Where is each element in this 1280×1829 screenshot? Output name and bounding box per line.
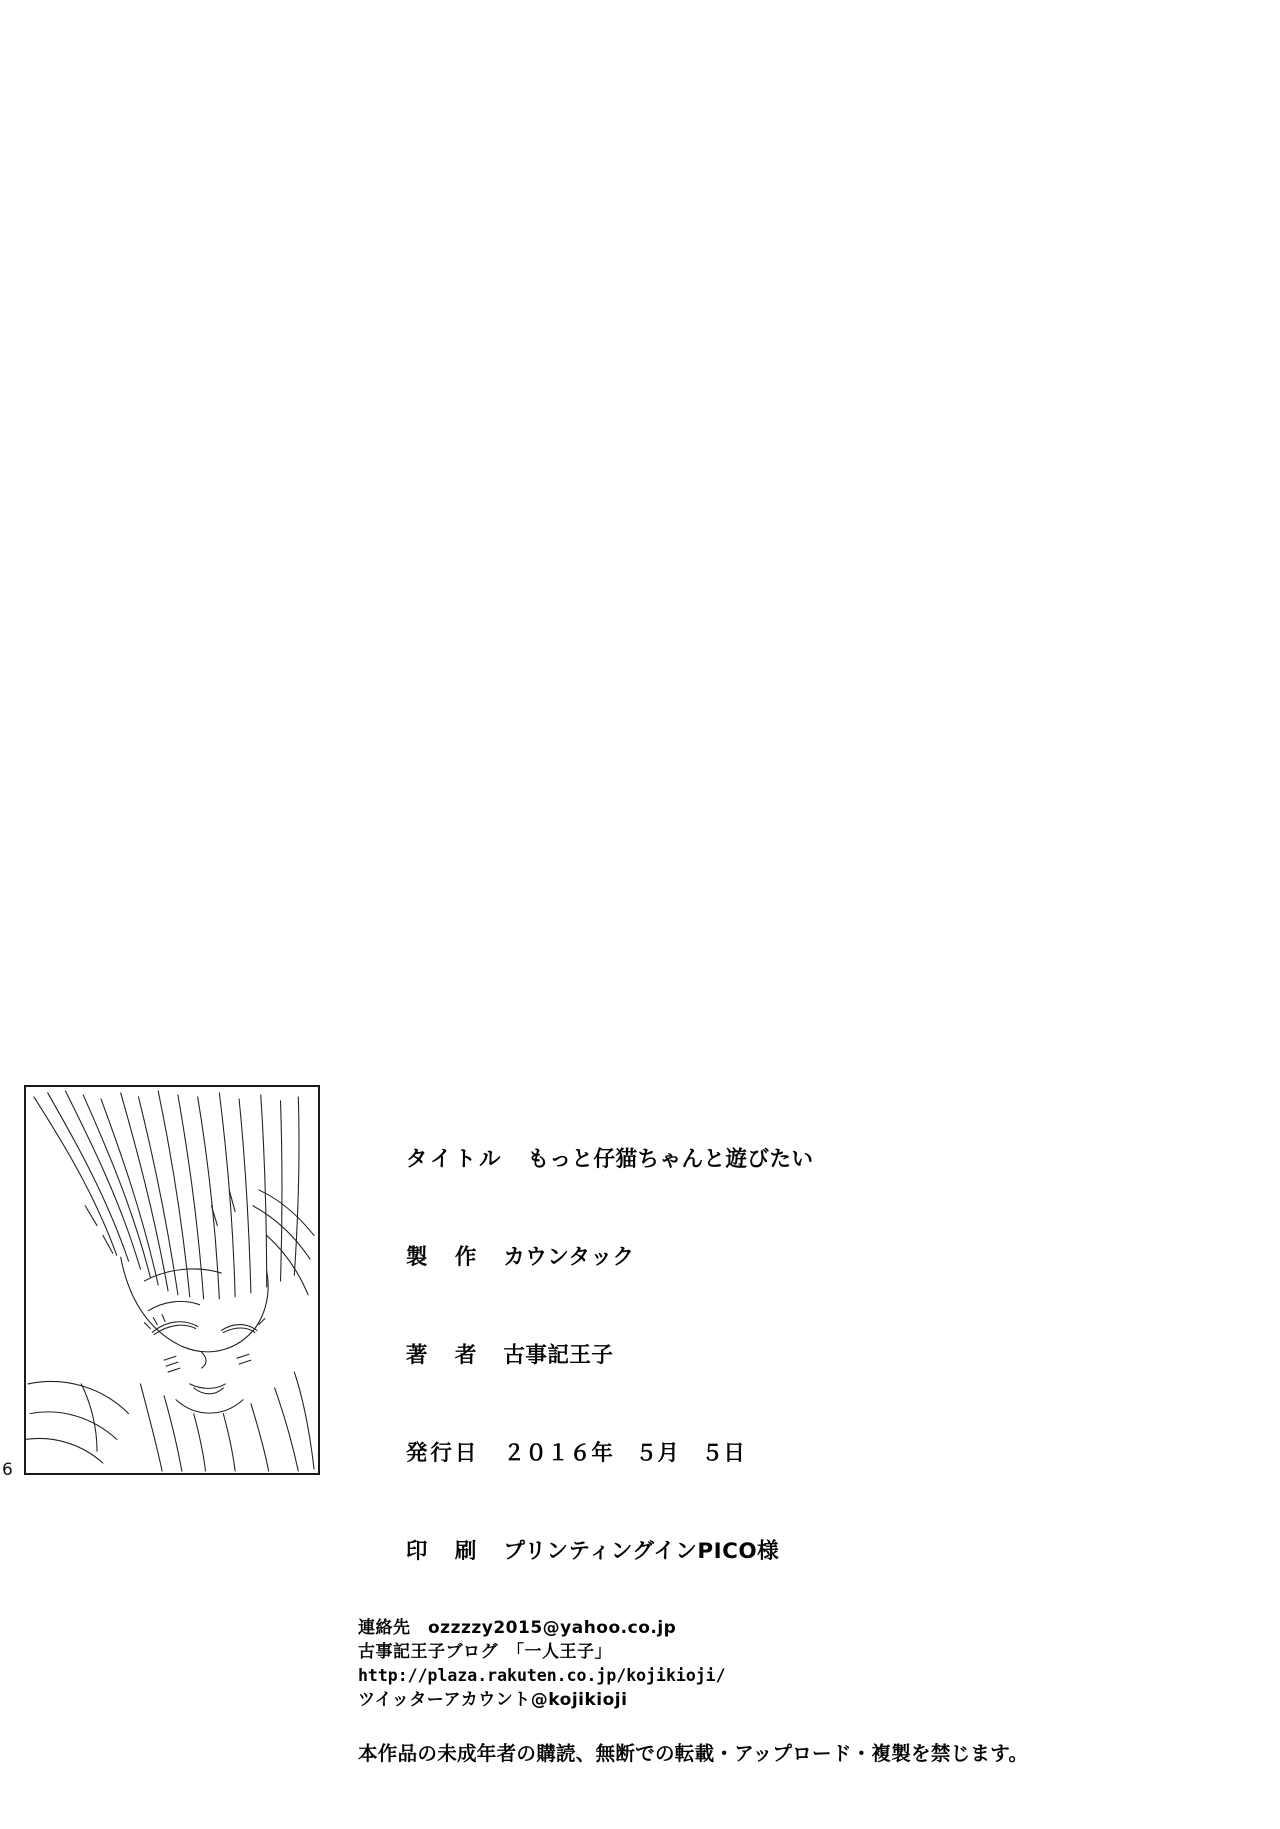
colophon-entry-printing <box>358 1509 1248 1590</box>
contact-url-line[interactable]: http://plaza.rakuten.co.jp/kojikioji/ <box>358 1666 726 1686</box>
contact-email-line: 連絡先 ozzzzy2015@yahoo.co.jp <box>358 1618 677 1638</box>
colophon-entry-date-value: ２０１６年 ５月 ５日 <box>503 1441 746 1466</box>
colophon-entry-date-label: 発行日 <box>405 1441 480 1466</box>
colophon-entry-title <box>358 1117 1248 1198</box>
page-number: 6 <box>2 1460 13 1480</box>
colophon-text-column <box>358 1117 1248 1766</box>
illustration-frame <box>24 1085 320 1475</box>
contact-block <box>358 1616 1248 1712</box>
colophon-entry-author <box>358 1313 1248 1394</box>
colophon-entry-author-label: 著 者 <box>405 1343 480 1368</box>
colophon-block <box>24 1085 1254 1765</box>
contact-blog-line: 古事記王子ブログ 「一人王子」 <box>358 1642 612 1663</box>
colophon-entry-title-label: タイトル <box>405 1147 504 1172</box>
colophon-entry-production-label: 製 作 <box>405 1245 480 1270</box>
colophon-entry-printing-value: プリンティングインPICO様 <box>503 1539 780 1564</box>
colophon-entry-printing-label: 印 刷 <box>405 1539 480 1564</box>
legal-notice: 本作品の未成年者の購読、無断での転載・アップロード・複製を禁じます。 <box>358 1741 1029 1765</box>
illustration-artwork <box>26 1087 318 1473</box>
colophon-entry-title-value: もっと仔猫ちゃんと遊びたい <box>527 1147 814 1172</box>
colophon-entry-production <box>358 1215 1248 1296</box>
colophon-entry-date <box>358 1411 1248 1492</box>
contact-twitter-line: ツイッターアカウント@kojikioji <box>358 1689 628 1710</box>
colophon-entry-production-value: カウンタック <box>503 1245 635 1270</box>
colophon-entry-author-value: 古事記王子 <box>503 1343 614 1368</box>
